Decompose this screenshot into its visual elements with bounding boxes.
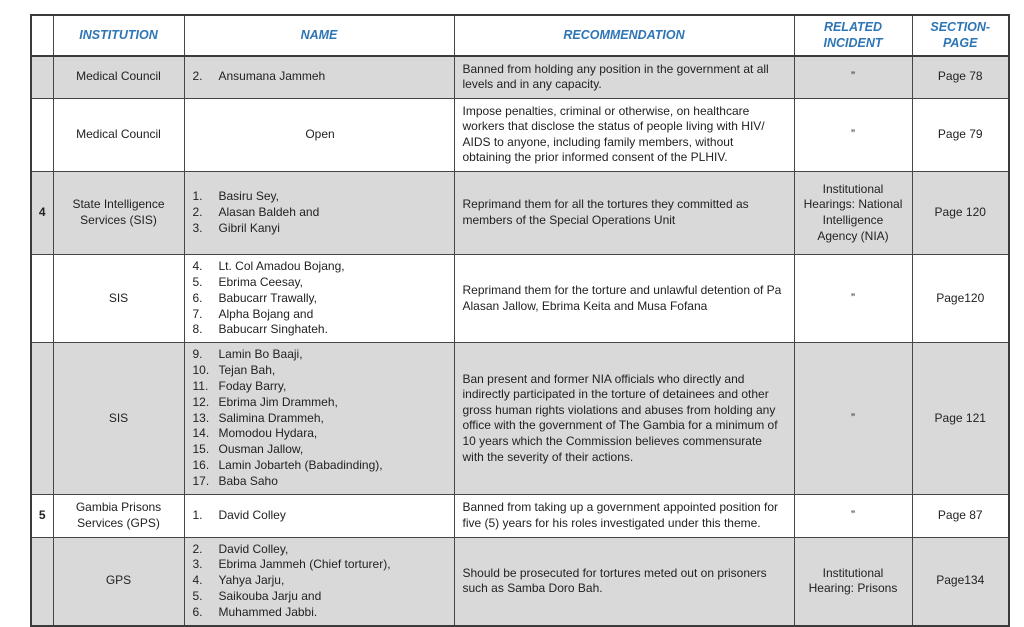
name-list-value: Ebrima Ceesay, — [218, 274, 303, 289]
institution-cell: State Intelligence Services (SIS) — [53, 172, 184, 255]
row-number-cell — [31, 56, 53, 99]
name-list-number: 6. — [192, 604, 203, 619]
name-list-value: Babucarr Singhateh. — [218, 322, 328, 337]
name-list-number: 1. — [192, 507, 203, 522]
name-list-number: 13. — [192, 410, 210, 425]
row-number-cell — [31, 255, 53, 343]
name-list-value: Alpha Bojang and — [218, 306, 314, 321]
name-list-number: 6. — [192, 290, 203, 305]
table-row — [31, 56, 1009, 99]
name-line — [193, 379, 448, 395]
name-list-value: Baba Saho — [218, 473, 278, 488]
related-incident-cell: ” — [794, 255, 912, 343]
name-line — [193, 557, 448, 573]
section-page-cell: Page134 — [912, 537, 1009, 626]
column-header-recommendation: RECOMMENDATION — [454, 15, 794, 56]
name-line — [193, 205, 448, 221]
table-row — [31, 255, 1009, 343]
name-list-number: 17. — [192, 473, 210, 488]
related-incident-cell: Institutional Hearing: Prisons — [794, 537, 912, 626]
table-header — [31, 15, 1009, 56]
name-list-number: 10. — [192, 363, 210, 378]
section-page-cell: Page 120 — [912, 172, 1009, 255]
name-list-number: 5. — [192, 589, 203, 604]
name-text: Open — [305, 127, 335, 142]
name-list-value: Ebrima Jammeh (Chief torturer), — [218, 557, 391, 572]
recommendation-cell: Banned from taking up a government appointed position for five (5) years for his roles investigated under this theme. — [454, 494, 794, 537]
recommendation-cell: Reprimand them for all the tortures they committed as members of the Special Operations Unit — [454, 172, 794, 255]
institution-cell: Gambia Prisons Services (GPS) — [53, 494, 184, 537]
name-line — [193, 573, 448, 589]
column-header-institution: INSTITUTION — [53, 15, 184, 56]
table-row — [31, 537, 1009, 626]
name-line — [193, 69, 448, 85]
name-list-value: Saikouba Jarju and — [218, 589, 322, 604]
related-incident-cell: ” — [794, 98, 912, 171]
name-line — [193, 275, 448, 291]
table-row — [31, 98, 1009, 171]
name-line — [193, 508, 448, 524]
table-row — [31, 343, 1009, 494]
name-list-number: 2. — [192, 541, 203, 556]
name-line — [193, 458, 448, 474]
recommendation-cell: Should be prosecuted for tortures meted out on prisoners such as Samba Doro Bah. — [454, 537, 794, 626]
name-line — [193, 322, 448, 338]
row-number-cell — [31, 98, 53, 171]
name-list-value: Muhammed Jabbi. — [218, 604, 318, 619]
section-page-cell: Page 79 — [912, 98, 1009, 171]
name-line — [193, 605, 448, 621]
name-list-value: Yahya Jarju, — [218, 573, 285, 588]
name-cell — [184, 537, 454, 626]
column-header-section-page: SECTION-PAGE — [912, 15, 1009, 56]
name-list-value: Alasan Baldeh and — [218, 205, 320, 220]
name-line — [193, 307, 448, 323]
recommendation-cell: Impose penalties, criminal or otherwise, on healthcare workers that disclose the status of people living with HIV/ AIDS to anyone, including family members, without obtaining the prior informed consent of the PLHIV. — [454, 98, 794, 171]
name-list-value: David Colley — [218, 507, 286, 522]
column-header-related-incident: RELATED INCIDENT — [794, 15, 912, 56]
name-list-number: 11. — [192, 378, 209, 393]
name-line — [193, 395, 448, 411]
name-list-number: 12. — [192, 394, 210, 409]
name-list-number: 2. — [192, 205, 203, 220]
name-list-number: 9. — [192, 347, 203, 362]
name-list-number: 3. — [192, 557, 203, 572]
name-list-value: Salimina Drammeh, — [218, 410, 324, 425]
name-list-value: Basiru Sey, — [218, 189, 279, 204]
name-line — [193, 442, 448, 458]
name-line — [193, 474, 448, 490]
name-cell — [184, 255, 454, 343]
name-list-number: 4. — [192, 573, 203, 588]
row-number-cell: 4 — [31, 172, 53, 255]
table-body — [31, 56, 1009, 626]
name-list-number: 16. — [192, 458, 210, 472]
name-line — [193, 426, 448, 442]
recommendations-table — [30, 14, 1010, 627]
name-list-value: Tejan Bah, — [218, 363, 276, 378]
name-list-number: 3. — [192, 220, 203, 235]
name-list-value: Babucarr Trawally, — [218, 290, 317, 305]
name-list-number: 4. — [192, 259, 203, 274]
name-line — [193, 542, 448, 558]
name-list-number: 14. — [192, 426, 210, 441]
table-row — [31, 494, 1009, 537]
name-list-number: 7. — [192, 306, 203, 321]
name-line — [193, 221, 448, 237]
name-list-value: Momodou Hydara, — [218, 426, 318, 441]
column-header-name: NAME — [184, 15, 454, 56]
recommendation-cell: Ban present and former NIA officials who directly and indirectly participated in the torture of detainees and other gross human rights violations and abuses from holding any office with the government of The Gambia for a minimum of 10 years which the Commission believes commensurate with the severity of their actions. — [454, 343, 794, 494]
name-list-number: 2. — [192, 69, 203, 84]
institution-cell: SIS — [53, 255, 184, 343]
name-line — [193, 291, 448, 307]
institution-cell: Medical Council — [53, 56, 184, 99]
name-list-number: 15. — [192, 442, 210, 457]
name-list-number: 8. — [192, 322, 203, 337]
section-page-cell: Page 78 — [912, 56, 1009, 99]
name-list-value: Ansumana Jammeh — [218, 69, 326, 84]
recommendation-cell: Banned from holding any position in the government at all levels and in any capacity. — [454, 56, 794, 99]
related-incident-cell: Institutional Hearings: National Intelligence Agency (NIA) — [794, 172, 912, 255]
row-number-cell — [31, 343, 53, 494]
column-header-number — [31, 15, 53, 56]
section-page-cell: Page120 — [912, 255, 1009, 343]
name-cell — [184, 494, 454, 537]
institution-cell: SIS — [53, 343, 184, 494]
name-list-value: Lt. Col Amadou Bojang, — [218, 259, 345, 274]
name-line — [193, 411, 448, 427]
row-number-cell — [31, 537, 53, 626]
name-list-value: Lamin Bo Baaji, — [218, 347, 303, 362]
name-list-value: David Colley, — [218, 541, 289, 556]
table-row — [31, 172, 1009, 255]
name-list-number: 1. — [192, 189, 203, 204]
name-cell — [184, 343, 454, 494]
name-list-value: Gibril Kanyi — [218, 220, 280, 235]
name-line — [193, 363, 448, 379]
name-line — [193, 189, 448, 205]
name-line — [193, 347, 448, 363]
name-line — [193, 259, 448, 275]
name-cell — [184, 56, 454, 99]
recommendation-cell: Reprimand them for the torture and unlawful detention of Pa Alasan Jallow, Ebrima Keita and Musa Fofana — [454, 255, 794, 343]
name-list-value: Ousman Jallow, — [218, 442, 304, 457]
name-list-value: Ebrima Jim Drammeh, — [218, 394, 338, 409]
related-incident-cell: ” — [794, 343, 912, 494]
related-incident-cell: ” — [794, 56, 912, 99]
name-list-number: 5. — [192, 274, 203, 289]
name-cell — [184, 98, 454, 171]
row-number-cell: 5 — [31, 494, 53, 537]
name-cell — [184, 172, 454, 255]
institution-cell: Medical Council — [53, 98, 184, 171]
name-list-value: Foday Barry, — [218, 378, 287, 393]
institution-cell: GPS — [53, 537, 184, 626]
section-page-cell: Page 87 — [912, 494, 1009, 537]
section-page-cell: Page 121 — [912, 343, 1009, 494]
related-incident-cell: ” — [794, 494, 912, 537]
name-list-value: Lamin Jobarteh (Babadinding), — [218, 458, 383, 472]
